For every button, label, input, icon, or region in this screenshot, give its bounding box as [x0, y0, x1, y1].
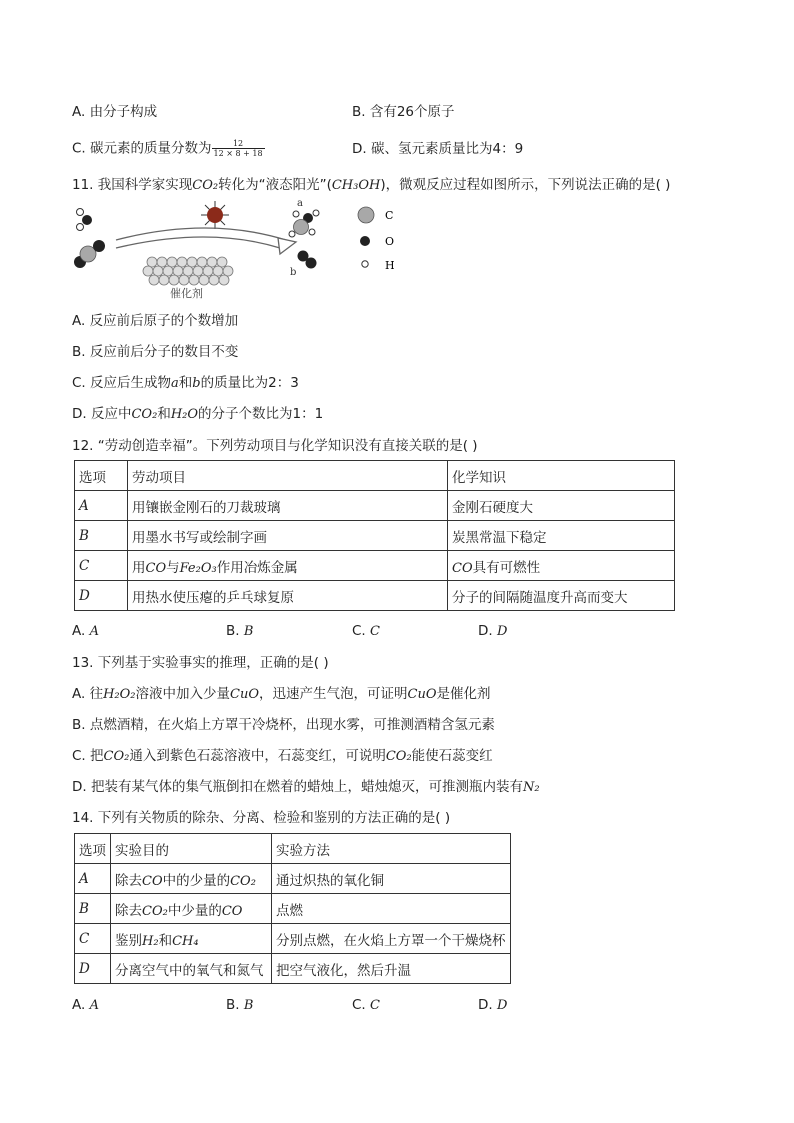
product-b-molecule — [298, 251, 317, 269]
table-row — [75, 581, 675, 611]
q14-answer-d — [478, 996, 507, 1015]
formula-co2: CO₂ — [142, 903, 168, 919]
legend-hydrogen-label: H — [385, 259, 395, 272]
q12-stem: 12. “劳动创造幸福”。下列劳动项目与化学知识没有直接关联的是( ) — [72, 438, 478, 454]
table-row — [75, 924, 511, 954]
row-purpose-text: 和 — [158, 932, 173, 949]
reaction-diagram — [68, 196, 408, 306]
q11-stem-text: 11. 我国科学家实现 — [72, 177, 193, 193]
q12-answer-d — [478, 622, 507, 641]
reaction-arrow — [116, 228, 286, 240]
row-purpose — [111, 924, 272, 954]
row-project — [128, 551, 448, 581]
answer-var: A — [89, 998, 99, 1013]
q11-option-c-text: 的质量比为2：3 — [200, 375, 299, 391]
label-b: b — [290, 267, 297, 278]
answer-label: A. — [72, 623, 90, 639]
answer-label: B. — [226, 623, 244, 639]
formula-co: CO — [452, 560, 473, 576]
row-option: B — [75, 521, 128, 551]
row-method: 点燃 — [272, 894, 511, 924]
row-option: A — [75, 491, 128, 521]
row-method: 通过炽热的氧化铜 — [272, 864, 511, 894]
table-row — [75, 551, 675, 581]
row-knowledge: 金刚石硬度大 — [448, 491, 675, 521]
row-knowledge-text: 具有可燃性 — [472, 559, 541, 576]
legend-hydrogen-swatch — [362, 261, 368, 267]
row-option: D — [75, 954, 111, 984]
q11-option-d-text: 和 — [157, 406, 171, 422]
q11-option-d-text: D. 反应中 — [72, 406, 132, 422]
answer-label: D. — [478, 997, 497, 1013]
q13-stem: 13. 下列基于实验事实的推理，正确的是( ) — [72, 655, 329, 671]
q13-option-d — [72, 778, 540, 797]
formula-fe2o3: Fe₂O₃ — [179, 560, 217, 576]
q11-stem-text: )，微观反应过程如图所示，下列说法正确的是( ) — [380, 177, 671, 193]
q11-stem — [72, 176, 670, 195]
row-knowledge: 分子的间隔随温度升高而变大 — [448, 581, 675, 611]
var-b: b — [192, 376, 201, 391]
formula-ch4: CH₄ — [172, 933, 199, 949]
label-a: a — [297, 198, 303, 209]
reactant-h2o-molecule — [77, 209, 93, 231]
q13-option-a-text: 是催化剂 — [436, 686, 491, 702]
answer-label: C. — [352, 623, 371, 639]
legend-oxygen-swatch — [360, 236, 370, 246]
formula-co: CO — [142, 873, 163, 889]
q11-option-d — [72, 405, 323, 424]
catalyst-label: 催化剂 — [170, 287, 203, 300]
reaction-arrow-inner — [116, 237, 280, 248]
q14-stem: 14. 下列有关物质的除杂、分离、检验和鉴别的方法正确的是( ) — [72, 810, 451, 826]
q12-answer-c — [352, 622, 380, 641]
row-purpose — [111, 864, 272, 894]
row-method: 分别点燃，在火焰上方罩一个干燥烧杯 — [272, 924, 511, 954]
table-row — [75, 521, 675, 551]
q13-option-c-text: 能使石蕊变红 — [411, 748, 493, 764]
q13-option-a-text: ，迅速产生气泡，可证明 — [259, 686, 408, 702]
formula-h2: H₂ — [142, 933, 159, 949]
answer-var: C — [370, 998, 380, 1013]
answer-label: D. — [478, 623, 497, 639]
q13-option-a-text: A. 往 — [72, 686, 104, 702]
var-a: a — [171, 376, 179, 391]
header-option: 选项 — [75, 461, 128, 491]
row-option: D — [75, 581, 128, 611]
arrow-head — [278, 238, 296, 254]
header-purpose: 实验目的 — [111, 834, 272, 864]
row-project-text: 作用冶炼金属 — [216, 559, 298, 576]
row-option: A — [75, 864, 111, 894]
answer-label: B. — [226, 997, 244, 1013]
q13-option-b: B. 点燃酒精，在火焰上方罩干冷烧杯，出现水雾，可推测酒精含氢元素 — [72, 717, 495, 733]
table-row — [75, 894, 511, 924]
formula-h2o: H₂O — [170, 407, 199, 422]
formula-co: CO — [221, 903, 243, 919]
q13-option-a — [72, 685, 490, 704]
sun-icon — [201, 201, 229, 229]
q11-option-b: B. 反应前后分子的数目不变 — [72, 344, 239, 360]
q14-answer-a — [72, 996, 99, 1015]
answer-label: C. — [352, 997, 371, 1013]
table-header-row — [75, 461, 675, 491]
answer-var: C — [370, 624, 380, 639]
formula-cuo: CuO — [230, 687, 259, 702]
formula-co2: CO₂ — [385, 749, 412, 764]
table-row — [75, 864, 511, 894]
row-purpose-text: 中少量的 — [167, 902, 222, 919]
row-project-text: 与 — [166, 559, 180, 576]
row-purpose-text: 鉴别 — [115, 932, 142, 949]
answer-var: A — [89, 624, 99, 639]
q11-option-a: A. 反应前后原子的个数增加 — [72, 313, 239, 329]
formula-cuo: CuO — [407, 687, 437, 702]
formula-n2: N₂ — [522, 780, 540, 795]
row-method: 把空气液化，然后升温 — [272, 954, 511, 984]
formula-co2: CO₂ — [192, 178, 219, 193]
table-header-row — [75, 834, 511, 864]
legend-oxygen-label: O — [385, 235, 395, 248]
row-option: B — [75, 894, 111, 924]
q14-answer-b — [226, 996, 253, 1015]
formula-co2: CO₂ — [230, 873, 256, 889]
row-project: 用墨水书写或绘制字画 — [128, 521, 448, 551]
product-a-molecule — [289, 210, 319, 237]
header-option: 选项 — [75, 834, 111, 864]
reactant-co2-molecule — [74, 240, 105, 268]
legend-carbon-swatch — [358, 207, 374, 223]
row-option: C — [75, 924, 111, 954]
answer-var: B — [243, 624, 254, 639]
row-purpose — [111, 894, 272, 924]
q13-option-c-text: 通入到紫色石蕊溶液中，石蕊变红，可说明 — [129, 748, 386, 764]
formula-h2o2: H₂O₂ — [103, 687, 136, 702]
formula-co2: CO₂ — [131, 407, 158, 422]
row-purpose-text: 除去 — [115, 872, 142, 889]
mass-fraction — [212, 139, 265, 158]
row-purpose: 分离空气中的氧气和氮气 — [111, 954, 272, 984]
row-purpose-text: 除去 — [115, 902, 142, 919]
q10-option-a: A. 由分子构成 — [72, 104, 158, 120]
fraction-denominator: 12 × 8 + 18 — [213, 149, 263, 158]
answer-var: B — [243, 998, 254, 1013]
legend — [358, 207, 395, 272]
header-method: 实验方法 — [272, 834, 511, 864]
q13-option-c — [72, 747, 493, 766]
legend-carbon-label: C — [385, 209, 394, 222]
answer-var: D — [496, 998, 508, 1013]
q13-option-c-text: C. 把 — [72, 748, 104, 764]
q10-option-b: B. 含有26个原子 — [352, 104, 455, 120]
catalyst-particles — [143, 257, 233, 285]
q12-answer-b — [226, 622, 253, 641]
answer-var: D — [496, 624, 508, 639]
formula-co: CO — [145, 560, 167, 576]
q14-answer-c — [352, 996, 380, 1015]
table-row — [75, 491, 675, 521]
row-project-text: 用 — [132, 559, 146, 576]
row-project: 用热水使压瘪的乒乓球复原 — [128, 581, 448, 611]
q11-option-c-text: 和 — [178, 375, 193, 391]
row-knowledge: 炭黑常温下稳定 — [448, 521, 675, 551]
q14-table — [74, 833, 511, 984]
q11-stem-text: 转化为“液态阳光”( — [218, 177, 332, 193]
row-project: 用镶嵌金刚石的刀裁玻璃 — [128, 491, 448, 521]
fraction-numerator: 12 — [212, 139, 265, 149]
q10-option-d: D. 碳、氢元素质量比为4：9 — [352, 141, 524, 157]
q10-option-c — [72, 139, 265, 158]
row-knowledge — [448, 551, 675, 581]
formula-co2: CO₂ — [103, 749, 130, 764]
q10-option-c-text: C. 碳元素的质量分数为 — [72, 140, 212, 157]
q11-option-c-text: C. 反应后生成物 — [72, 375, 172, 391]
answer-label: A. — [72, 997, 90, 1013]
header-chem-knowledge: 化学知识 — [448, 461, 675, 491]
q13-option-d-text: D. 把装有某气体的集气瓶倒扣在燃着的蜡烛上，蜡烛熄灭，可推测瓶内装有 — [72, 779, 523, 795]
formula-ch3oh: CH₃OH — [331, 178, 381, 193]
q12-table — [74, 460, 675, 611]
q12-answer-a — [72, 622, 99, 641]
q13-option-a-text: 溶液中加入少量 — [135, 686, 231, 702]
table-row — [75, 954, 511, 984]
row-option: C — [75, 551, 128, 581]
row-purpose-text: 中的少量的 — [162, 872, 231, 889]
q11-option-d-text: 的分子个数比为1：1 — [198, 406, 324, 422]
q11-option-c — [72, 374, 299, 393]
header-labor-project: 劳动项目 — [128, 461, 448, 491]
